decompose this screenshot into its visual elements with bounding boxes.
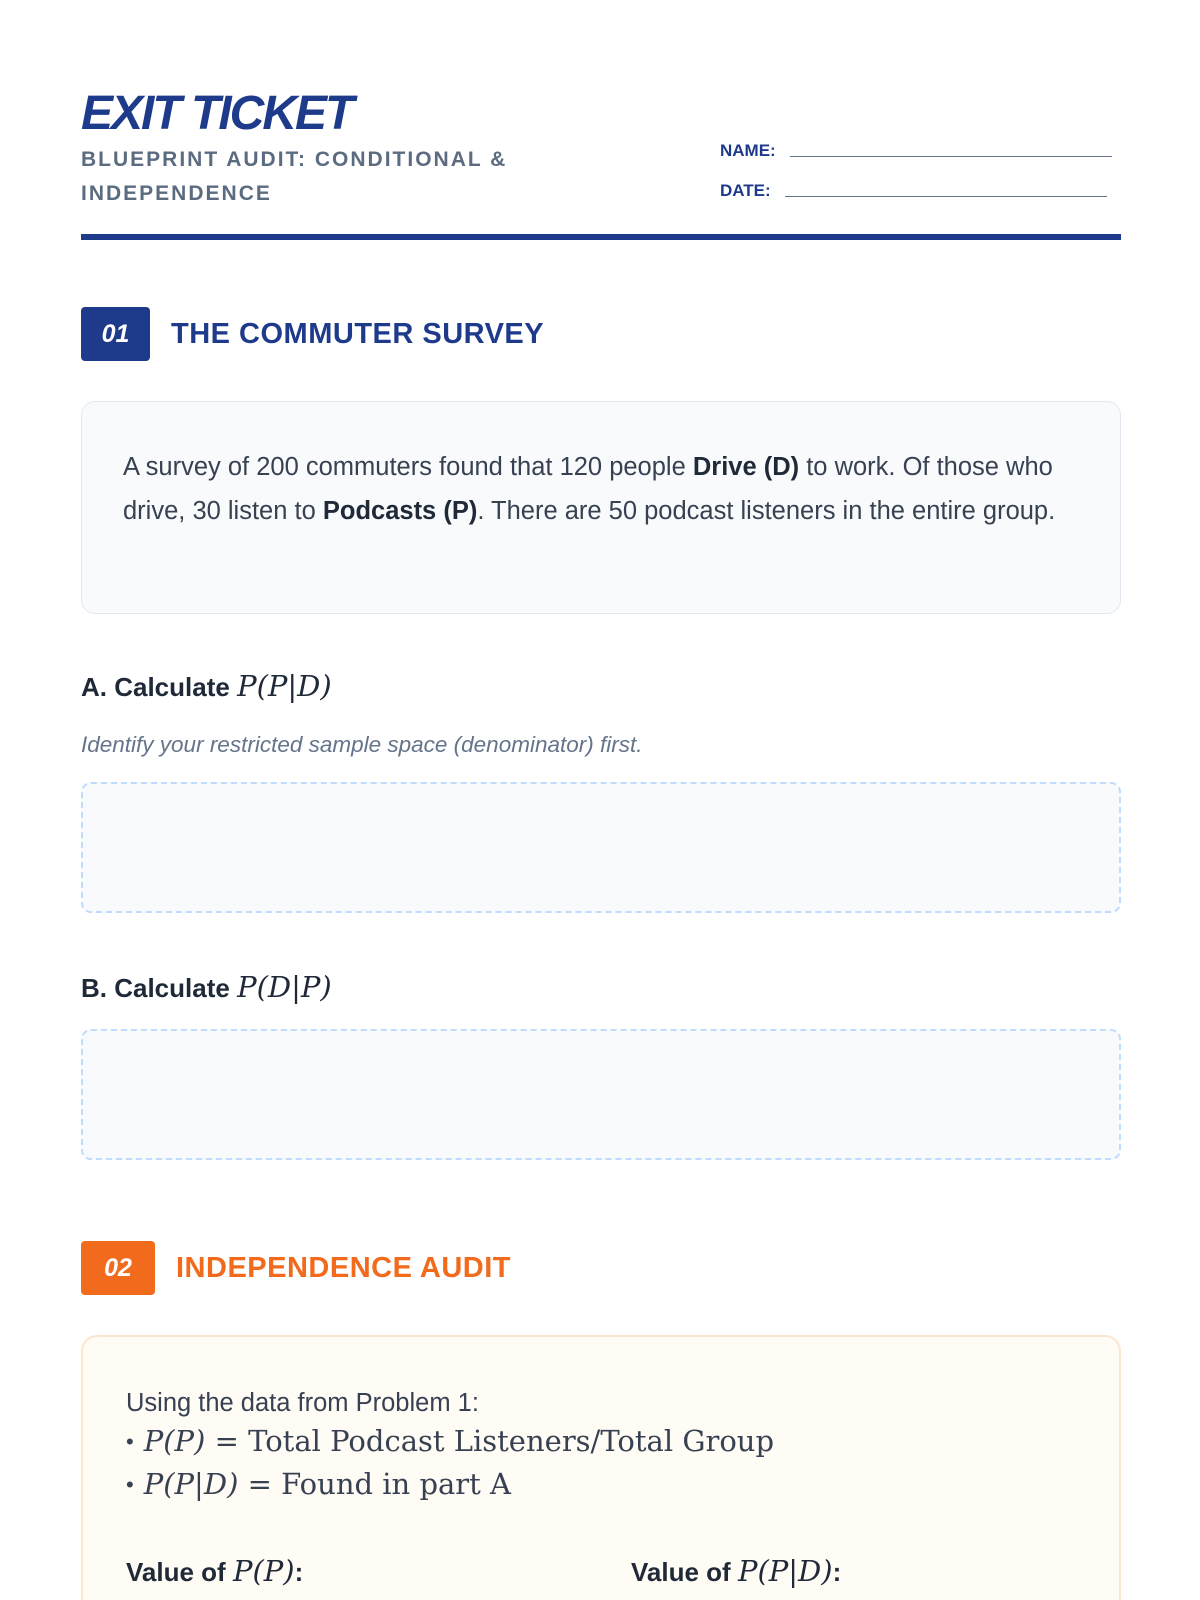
bullet-item: • P(P|D) = Found in part A — [126, 1463, 1077, 1506]
problem-statement — [81, 401, 1121, 614]
name-line[interactable] — [790, 156, 1112, 157]
value-of-pp — [126, 1554, 631, 1588]
question-b-label: B. Calculate — [81, 973, 230, 1003]
value-labels-row — [126, 1554, 1086, 1588]
value-of-ppd — [631, 1554, 841, 1588]
bullet-dot: • — [126, 1429, 134, 1454]
value-1-colon: : — [294, 1557, 304, 1587]
problem-bold-drive: Drive (D) — [692, 453, 800, 481]
answer-box-a[interactable] — [81, 782, 1121, 913]
header-divider — [81, 234, 1121, 240]
question-a-hint: Identify your restricted sample space (denominator) first. — [81, 732, 643, 757]
date-label: DATE: — [720, 181, 771, 200]
question-a — [81, 669, 332, 703]
problem-bold-podcasts: Podcasts (P) — [322, 496, 478, 525]
section-1-title: THE COMMUTER SURVEY — [171, 317, 545, 350]
date-line[interactable] — [785, 196, 1107, 197]
bullet-1-lhs: P(P) — [143, 1424, 206, 1458]
independence-intro: Using the data from Problem 1: — [126, 1389, 479, 1417]
question-a-label: A. Calculate — [81, 672, 230, 702]
value-2-label: Value of — [631, 1557, 731, 1587]
page-title: EXIT TICKET — [81, 87, 353, 140]
name-field[interactable] — [720, 141, 1112, 161]
name-label: NAME: — [720, 141, 776, 160]
answer-box-b[interactable] — [81, 1029, 1121, 1160]
problem-text-2: to work. Of those who drive, 30 listen to — [123, 453, 1053, 525]
question-b-math: P(D|P) — [237, 970, 332, 1004]
question-b — [81, 970, 332, 1004]
page-subtitle: BLUEPRINT AUDIT: CONDITIONAL & INDEPENDENCE — [81, 148, 508, 205]
bullet-2-rhs: Found in part A — [281, 1467, 511, 1501]
section-1-header — [81, 307, 544, 361]
bullet-item: • P(P) = Total Podcast Listeners/Total Group — [126, 1420, 1077, 1463]
value-1-math: P(P) — [232, 1554, 295, 1588]
problem-text-1: A survey of 200 commuters found that 120 people — [123, 453, 693, 481]
section-2-badge: 02 — [81, 1241, 155, 1295]
problem-text-3: . There are 50 podcast listeners in the entire group. — [477, 496, 1056, 525]
value-2-math: P(P|D) — [737, 1554, 833, 1588]
section-1-badge: 01 — [81, 307, 150, 361]
independence-box — [81, 1335, 1121, 1600]
date-field[interactable] — [720, 181, 1107, 201]
section-2-header — [81, 1241, 511, 1295]
question-a-math: P(P|D) — [237, 669, 332, 703]
value-2-colon: : — [832, 1557, 842, 1587]
bullet-2-lhs: P(P|D) — [143, 1467, 239, 1501]
bullet-dot: • — [126, 1472, 134, 1497]
section-2-title: INDEPENDENCE AUDIT — [176, 1251, 512, 1284]
bullet-1-rhs: Total Podcast Listeners/Total Group — [248, 1424, 775, 1458]
value-1-label: Value of — [126, 1557, 226, 1587]
exit-ticket-page — [81, 0, 1121, 1600]
